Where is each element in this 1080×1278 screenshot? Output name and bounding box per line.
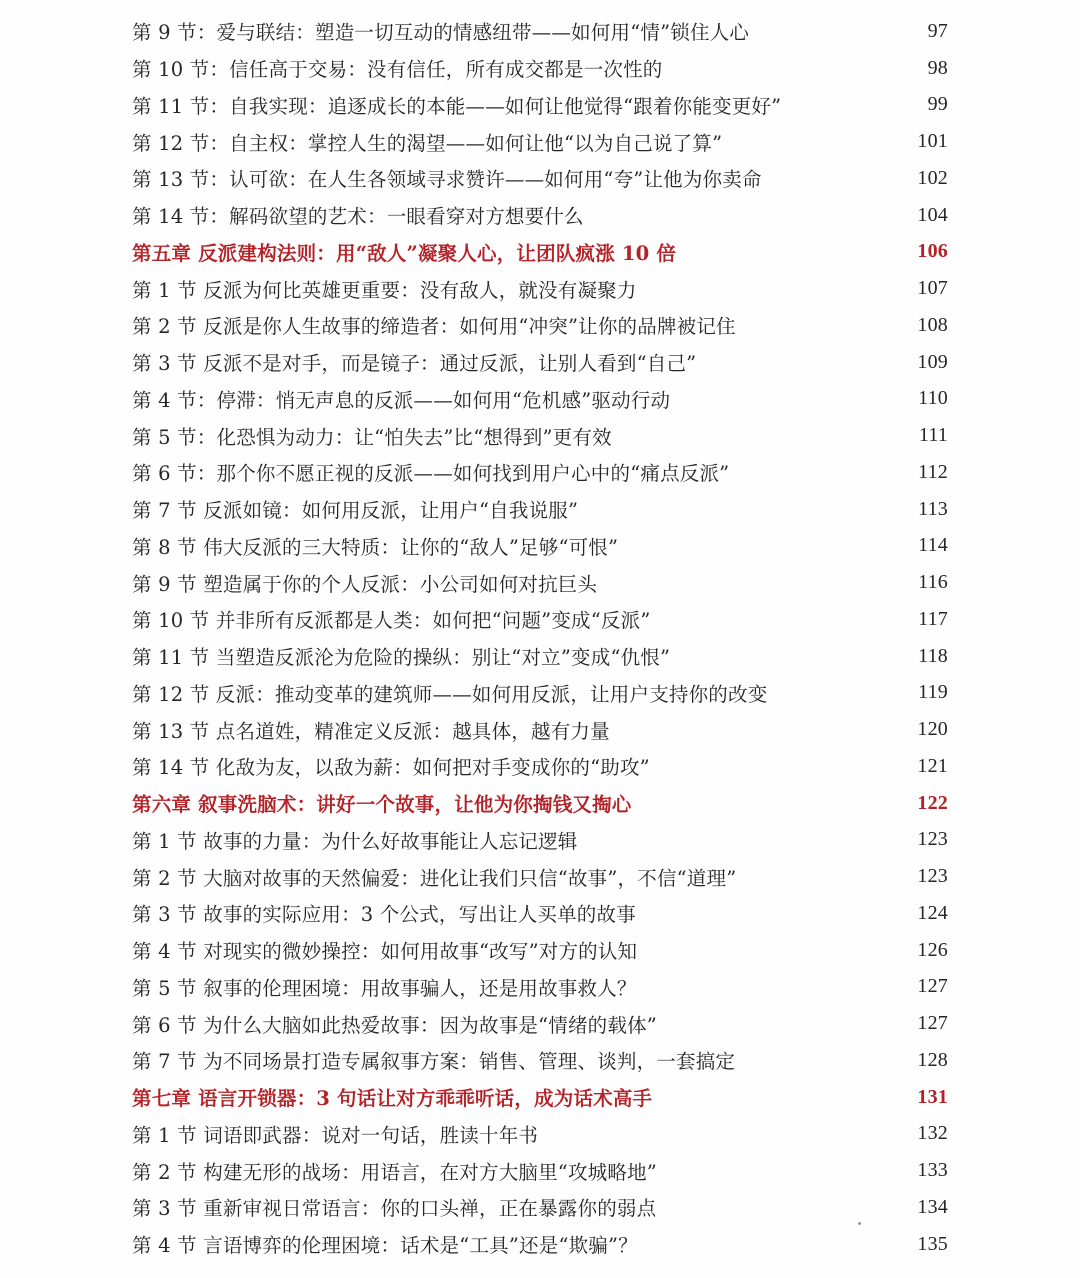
dot-leader [753, 21, 910, 43]
toc-entry-title: 第 9 节：爱与联结：塑造一切互动的情感纽带——如何用“情”锁住人心 [132, 21, 750, 45]
dot-leader [674, 389, 910, 411]
toc-page-number: 99 [927, 93, 948, 116]
toc-section-entry [132, 13, 948, 50]
toc-section-entry [132, 381, 948, 418]
toc-section-entry [132, 417, 948, 454]
toc-section-entry [132, 1116, 948, 1153]
dot-leader [588, 205, 910, 227]
toc-section-entry [132, 895, 948, 932]
toc-page-number: 120 [917, 718, 948, 741]
toc-page-number: 124 [917, 901, 948, 924]
toc-entry-title: 第 12 节：自主权：掌控人生的渴望——如何让他“以为自己说了算” [132, 131, 723, 155]
toc-page-number: 123 [917, 865, 948, 888]
toc-section-entry [132, 601, 948, 638]
toc-section-entry [132, 638, 948, 675]
toc-section-entry [132, 87, 948, 124]
dot-leader [655, 609, 911, 631]
toc-section-entry [132, 1005, 948, 1042]
toc-page-number: 110 [918, 387, 948, 410]
toc-entry-title: 第 10 节 并非所有反派都是人类：如何把“问题”变成“反派” [132, 609, 651, 633]
toc-page-number: 123 [917, 828, 948, 851]
toc-section-entry [132, 307, 948, 344]
toc-page-number: 114 [918, 534, 948, 557]
toc-chapter-entry [132, 785, 948, 822]
dot-leader [542, 1124, 910, 1146]
toc-entry-title: 第 3 节 重新审视日常语言：你的口头禅，正在暴露你的弱点 [132, 1197, 657, 1221]
toc-section-entry [132, 858, 948, 895]
toc-page-number: 127 [917, 975, 948, 998]
toc-entry-title: 第 4 节：停滞：悄无声息的反派——如何用“危机感”驱动行动 [132, 388, 671, 412]
toc-page-number: 101 [917, 130, 948, 153]
toc-entry-title: 第 8 节 伟大反派的三大特质：让你的“敌人”足够“可恨” [132, 535, 619, 559]
dot-leader [766, 168, 910, 190]
toc-page-number: 132 [917, 1122, 948, 1145]
dot-leader [661, 1161, 910, 1183]
table-of-contents [132, 13, 948, 1263]
dot-leader [656, 1087, 910, 1109]
toc-section-entry [132, 1152, 948, 1189]
toc-entry-title: 第六章 叙事洗脑术：讲好一个故事，让他为你掏钱又掏心 [132, 793, 632, 817]
toc-entry-title: 第 3 节 故事的实际应用：3 个公式，写出让人买单的故事 [132, 903, 636, 927]
toc-section-entry [132, 932, 948, 969]
toc-page-number: 135 [917, 1232, 948, 1255]
toc-section-entry [132, 969, 948, 1006]
toc-entry-title: 第 7 节 为不同场景打造专属叙事方案：销售、管理、谈判，一套搞定 [132, 1050, 736, 1074]
toc-entry-title: 第七章 语言开锁器：3 句话让对方乖乖听话，成为话术高手 [132, 1087, 653, 1111]
toc-page-number: 109 [917, 350, 948, 373]
dot-leader [660, 1197, 910, 1219]
toc-section-entry [132, 1226, 948, 1263]
toc-page-number: 112 [918, 460, 948, 483]
toc-section-entry [132, 160, 948, 197]
toc-entry-title: 第 1 节 反派为何比英雄更重要：没有敌人，就没有凝聚力 [132, 278, 637, 302]
toc-entry-title: 第 3 节 反派不是对手，而是镜子：通过反派，让别人看到“自己” [132, 352, 697, 376]
toc-entry-title: 第 11 节 当塑造反派沦为危险的操纵：别让“对立”变成“仇恨” [132, 646, 671, 670]
toc-entry-title: 第 12 节 反派：推动变革的建筑师——如何用反派，让用户支持你的改变 [132, 682, 768, 706]
toc-page-number: 133 [917, 1159, 948, 1182]
dot-leader [739, 1050, 910, 1072]
toc-section-entry [132, 675, 948, 712]
toc-entry-title: 第 5 节 叙事的伦理困境：用故事骗人，还是用故事救人？ [132, 976, 637, 1000]
toc-page-number: 113 [918, 497, 948, 520]
toc-page-number: 134 [917, 1195, 948, 1218]
toc-entry-title: 第 9 节 塑造属于你的个人反派：小公司如何对抗巨头 [132, 572, 598, 596]
toc-entry-title: 第 4 节 言语博弈的伦理困境：话术是“工具”还是“欺骗”？ [132, 1234, 638, 1258]
toc-entry-title: 第 2 节 大脑对故事的天然偏爱：进化让我们只信“故事”，不信“道理” [132, 866, 737, 890]
dot-leader [622, 536, 910, 558]
toc-entry-title: 第 7 节 反派如镜：如何用反派，让用户“自我说服” [132, 499, 579, 523]
dot-leader [614, 720, 910, 742]
toc-section-entry [132, 1042, 948, 1079]
toc-page-number: 111 [918, 424, 948, 447]
toc-entry-title: 第 4 节 对现实的微妙操控：如何用故事“改写”对方的认知 [132, 940, 638, 964]
dot-leader [771, 683, 910, 705]
toc-section-entry [132, 123, 948, 160]
toc-section-entry [132, 822, 948, 859]
dot-leader [641, 977, 910, 999]
toc-entry-title: 第 1 节 词语即武器：说对一句话，胜读十年书 [132, 1123, 539, 1147]
dot-leader [680, 242, 910, 264]
toc-section-entry [132, 1189, 948, 1226]
toc-page-number: 104 [917, 203, 948, 226]
toc-section-entry [132, 197, 948, 234]
toc-entry-title: 第 14 节：解码欲望的艺术：一眼看穿对方想要什么 [132, 205, 584, 229]
toc-page-number: 126 [917, 938, 948, 961]
toc-page-number: 107 [917, 277, 948, 300]
toc-entry-title: 第 14 节 化敌为友，以敌为薪：如何把对手变成你的“助攻” [132, 756, 650, 780]
toc-page-number: 118 [918, 644, 948, 667]
toc-chapter-entry [132, 234, 948, 271]
dot-leader [785, 95, 910, 117]
dot-leader [654, 756, 910, 778]
toc-entry-title: 第五章 反派建构法则：用“敌人”凝聚人心，让团队疯涨 10 倍 [132, 241, 677, 265]
toc-page-number: 121 [917, 754, 948, 777]
dot-leader [740, 867, 910, 889]
toc-entry-title: 第 6 节 为什么大脑如此热爱故事：因为故事是“情绪的载体” [132, 1013, 657, 1037]
toc-section-entry [132, 344, 948, 381]
toc-entry-title: 第 13 节 点名道姓，精准定义反派：越具体，越有力量 [132, 719, 610, 743]
toc-section-entry [132, 748, 948, 785]
dot-leader [601, 573, 910, 595]
dot-leader [582, 499, 910, 521]
toc-page-number: 119 [918, 681, 948, 704]
toc-entry-title: 第 13 节：认可欲：在人生各领域寻求赞许——如何用“夸”让他为你卖命 [132, 168, 762, 192]
dot-leader [726, 132, 910, 154]
dot-leader [582, 830, 910, 852]
toc-section-entry [132, 528, 948, 565]
toc-page-number: 102 [917, 166, 948, 189]
dot-leader [661, 1014, 910, 1036]
dot-leader [636, 793, 911, 815]
toc-page-number: 116 [918, 571, 948, 594]
toc-entry-title: 第 1 节 故事的力量：为什么好故事能让人忘记逻辑 [132, 829, 578, 853]
toc-page-number: 98 [927, 56, 948, 79]
toc-section-entry [132, 711, 948, 748]
toc-page-number: 122 [917, 791, 948, 814]
toc-page-number: 127 [917, 1012, 948, 1035]
toc-entry-title: 第 5 节：化恐惧为动力：让“怕失去”比“想得到”更有效 [132, 425, 612, 449]
toc-section-entry [132, 491, 948, 528]
dot-leader [642, 1234, 910, 1256]
toc-section-entry [132, 454, 948, 491]
toc-page-number: 97 [927, 19, 948, 42]
toc-page-number: 117 [918, 607, 948, 630]
toc-entry-title: 第 6 节：那个你不愿正视的反派——如何找到用户心中的“痛点反派” [132, 462, 730, 486]
toc-page-number: 128 [917, 1048, 948, 1071]
dot-leader [733, 462, 910, 484]
dot-leader [740, 315, 910, 337]
dot-leader [641, 940, 910, 962]
scan-speck [858, 1222, 861, 1225]
toc-page-number: 106 [917, 240, 948, 263]
toc-section-entry [132, 564, 948, 601]
dot-leader [616, 426, 910, 448]
dot-leader [640, 903, 910, 925]
toc-entry-title: 第 10 节：信任高于交易：没有信任，所有成交都是一次性的 [132, 58, 663, 82]
toc-entry-title: 第 11 节：自我实现：追逐成长的本能——如何让他觉得“跟着你能变更好” [132, 94, 782, 118]
toc-page-number: 131 [917, 1085, 948, 1108]
dot-leader [674, 646, 910, 668]
dot-leader [641, 279, 910, 301]
toc-entry-title: 第 2 节 反派是你人生故事的缔造者：如何用“冲突”让你的品牌被记住 [132, 315, 736, 339]
toc-section-entry [132, 270, 948, 307]
toc-entry-title: 第 2 节 构建无形的战场：用语言，在对方大脑里“攻城略地” [132, 1160, 657, 1184]
toc-chapter-entry [132, 1079, 948, 1116]
toc-section-entry [132, 50, 948, 87]
dot-leader [700, 352, 910, 374]
toc-page-number: 108 [917, 313, 948, 336]
dot-leader [667, 58, 910, 80]
